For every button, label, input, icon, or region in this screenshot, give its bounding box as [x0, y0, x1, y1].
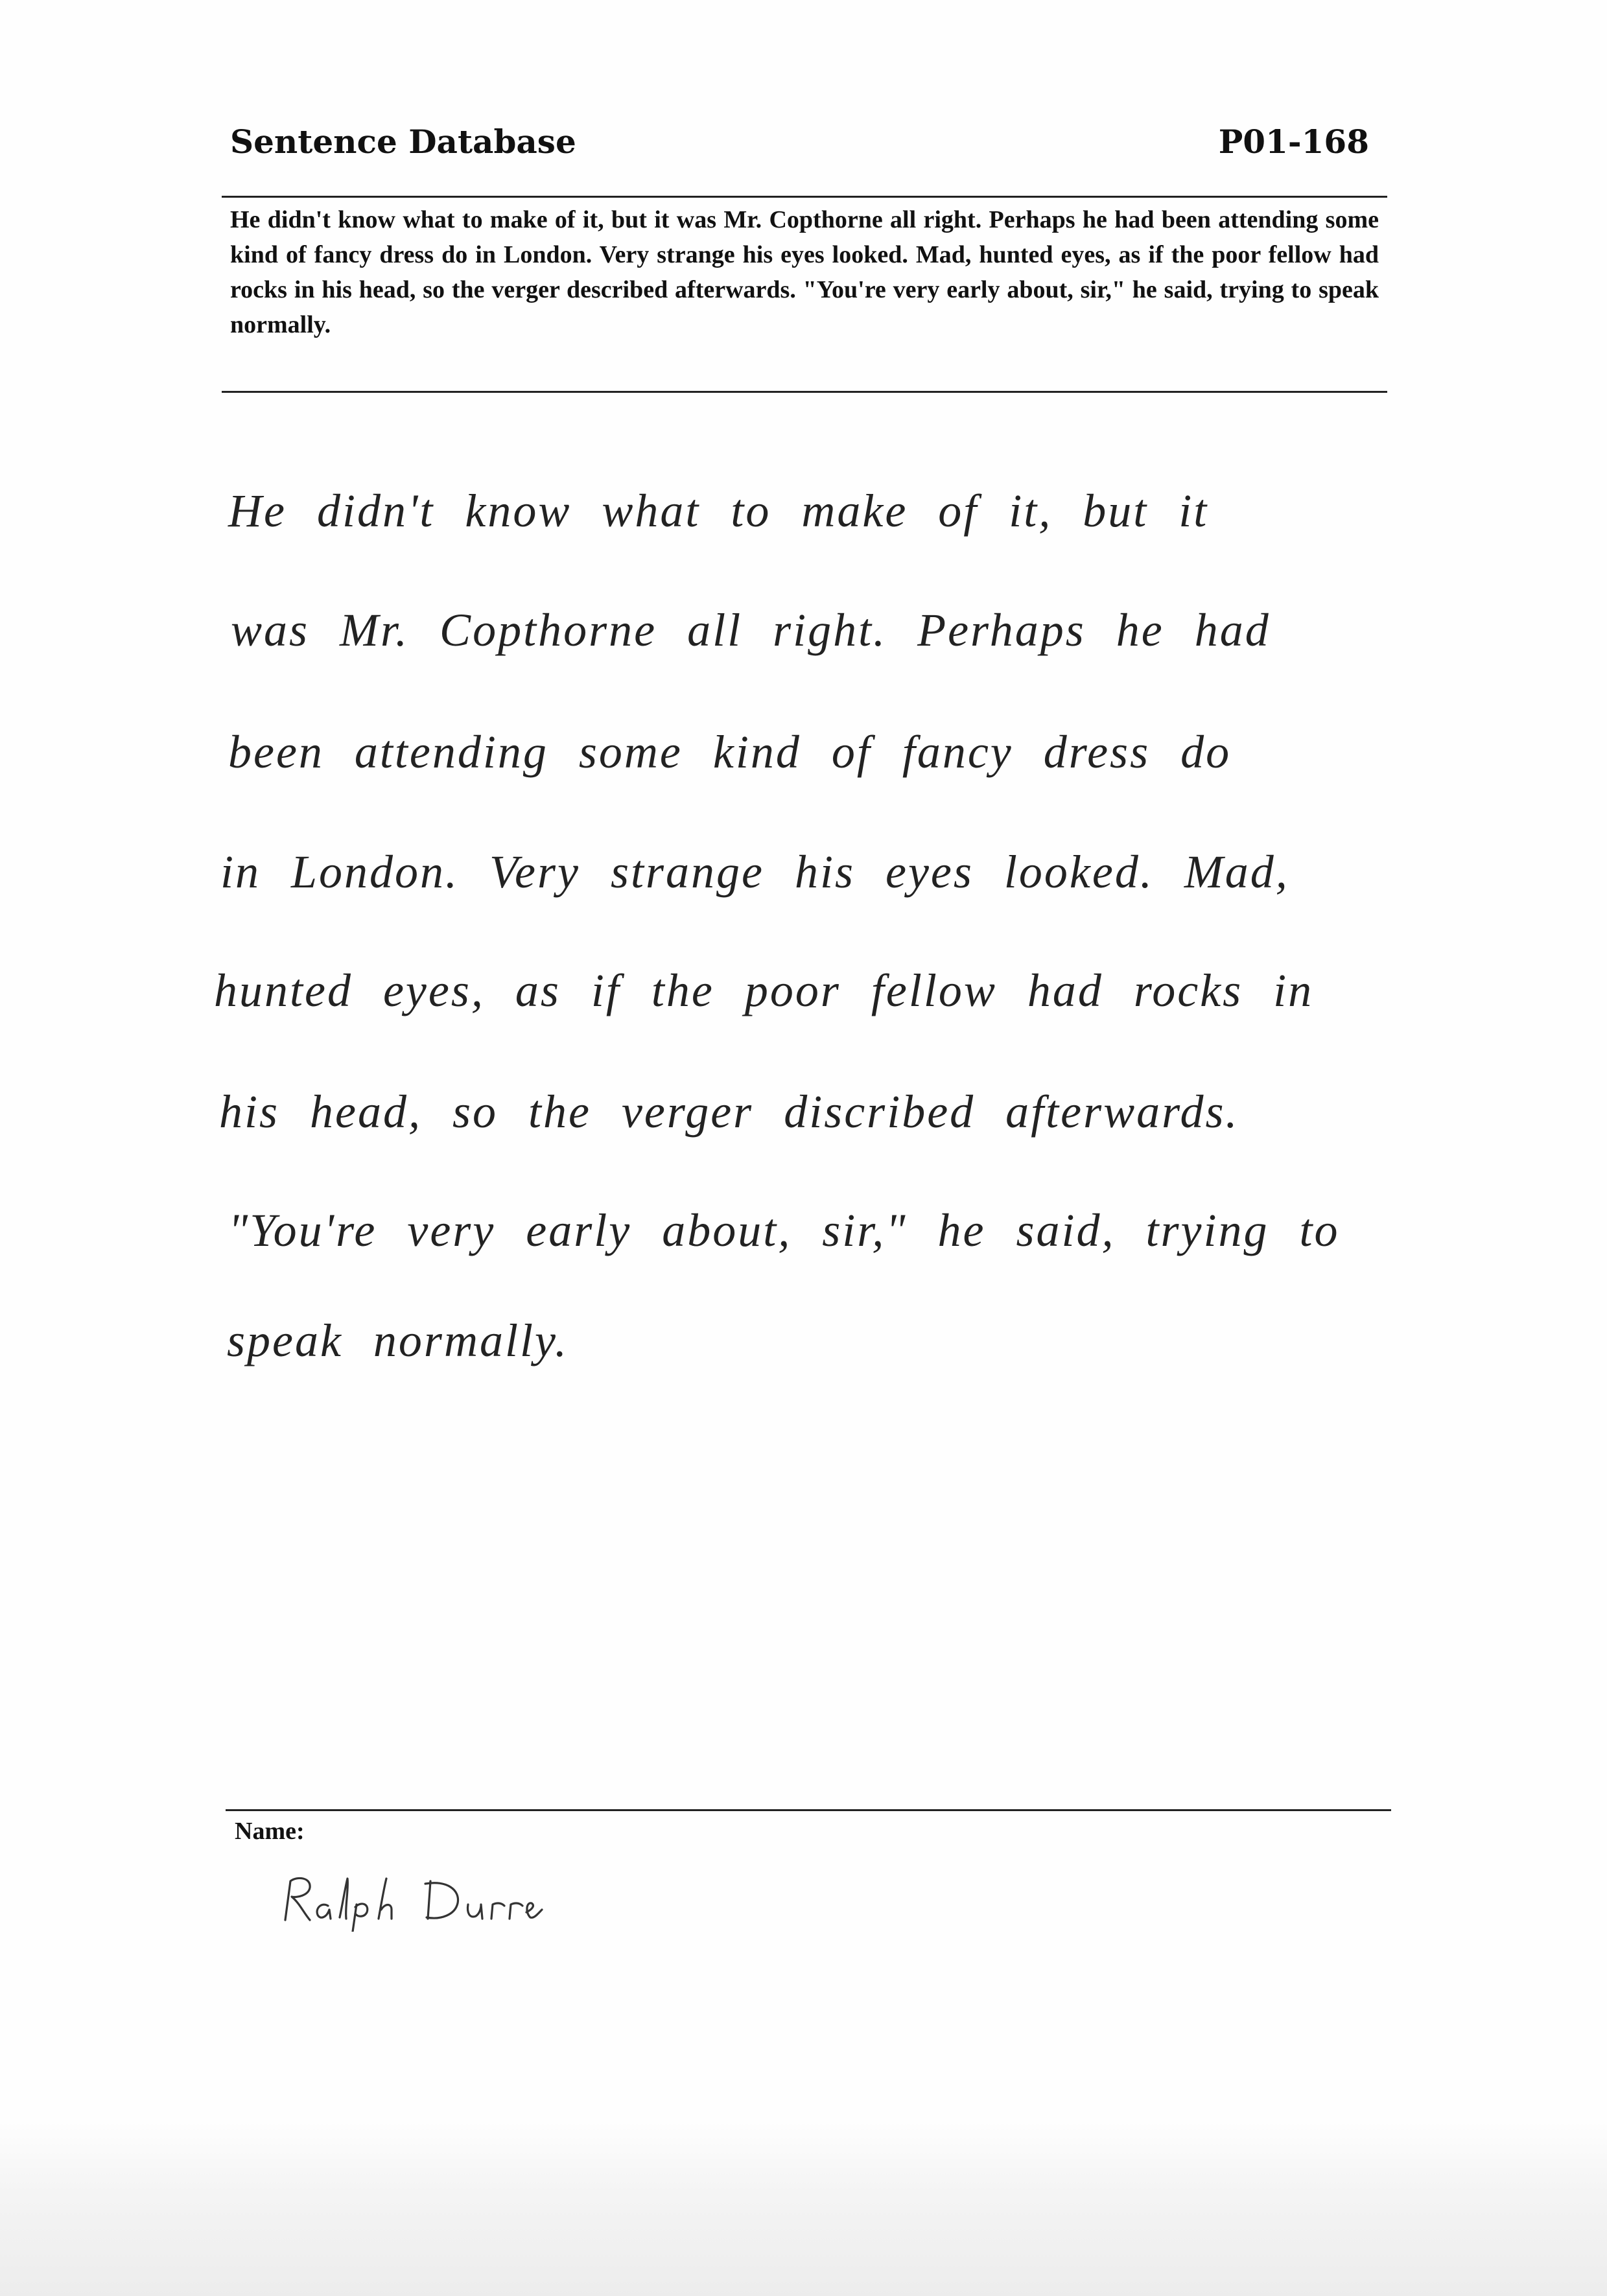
top-divider	[222, 196, 1387, 198]
signature-drawing	[277, 1867, 550, 1932]
handwriting-line: "You're very early about, sir," he said, trying to	[228, 1204, 1340, 1256]
handwriting-line: speak normally.	[227, 1315, 569, 1366]
handwriting-line: He didn't know what to make of it, but it	[228, 485, 1209, 537]
name-label: Name:	[235, 1818, 305, 1845]
handwriting-line: hunted eyes, as if the poor fellow had rocks in	[214, 965, 1314, 1016]
page-title: Sentence Database	[230, 123, 576, 161]
name-divider	[226, 1809, 1391, 1811]
form-id: P01-168	[1218, 123, 1369, 161]
signature	[277, 1867, 550, 1932]
handwriting-line: was Mr. Copthorne all right. Perhaps he had	[231, 604, 1271, 656]
handwriting-line: been attending some kind of fancy dress do	[228, 726, 1232, 778]
scan-shading	[0, 2120, 1607, 2296]
handwriting-line: in London. Very strange his eyes looked. Mad,	[220, 846, 1289, 898]
prompt-divider	[222, 391, 1387, 393]
handwriting-line: his head, so the verger discribed afterwards.	[219, 1086, 1239, 1138]
printed-prompt: He didn't know what to make of it, but it was Mr. Copthorne all right. Perhaps he had been attending some kind of fancy dress do in London. Very strange his eyes looked. Mad, hunted eyes, as if the poor fellow had rocks in his head, so the verger described afterwards. "You're very early about, sir," he said, trying to speak normally.	[230, 206, 1379, 338]
